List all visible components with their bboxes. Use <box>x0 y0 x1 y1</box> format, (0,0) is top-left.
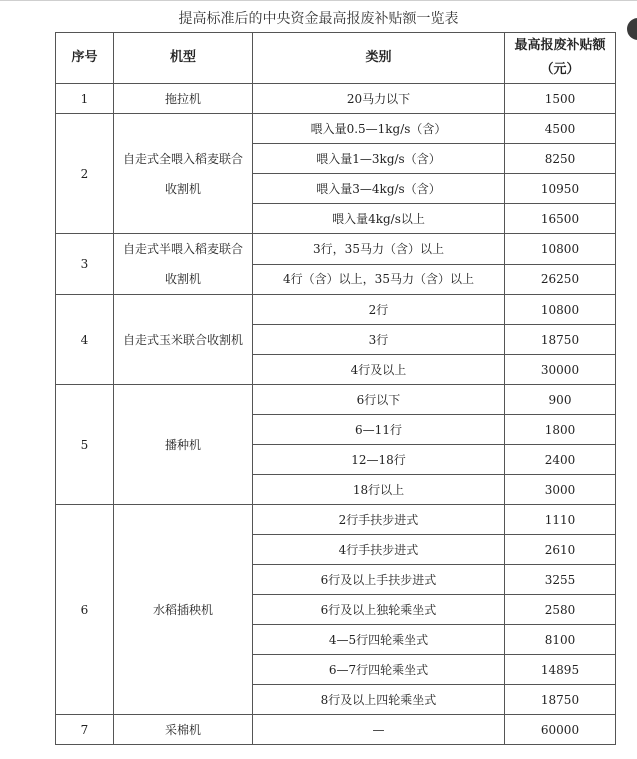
cell-category: 2行 <box>253 295 505 325</box>
cell-category: 4—5行四轮乘坐式 <box>253 625 505 655</box>
cell-category: 喂入量4kg/s以上 <box>253 204 505 234</box>
cell-model: 自走式半喂入稻麦联合收割机 <box>114 234 253 295</box>
table-body <box>56 84 616 745</box>
cell-category: 2行手扶步进式 <box>253 505 505 535</box>
cell-amount: 4500 <box>505 114 616 144</box>
cell-category: 12—18行 <box>253 445 505 475</box>
cell-category: 3行 <box>253 325 505 355</box>
table-row <box>56 234 616 265</box>
cell-category: 6—7行四轮乘坐式 <box>253 655 505 685</box>
cell-model: 播种机 <box>114 385 253 505</box>
cell-amount: 18750 <box>505 685 616 715</box>
cell-amount: 16500 <box>505 204 616 234</box>
cell-amount: 3255 <box>505 565 616 595</box>
cell-no: 3 <box>56 234 114 295</box>
cell-amount: 8100 <box>505 625 616 655</box>
cell-no: 2 <box>56 114 114 234</box>
cell-amount: 1800 <box>505 415 616 445</box>
cell-amount: 2610 <box>505 535 616 565</box>
cell-amount: 30000 <box>505 355 616 385</box>
cell-category: 喂入量1—3kg/s（含） <box>253 144 505 174</box>
cell-no: 6 <box>56 505 114 715</box>
cell-model: 水稻插秧机 <box>114 505 253 715</box>
cell-model: 自走式全喂入稻麦联合收割机 <box>114 114 253 234</box>
subsidy-table <box>55 32 616 745</box>
cell-amount: 60000 <box>505 715 616 745</box>
table-row <box>56 84 616 114</box>
cell-amount: 1500 <box>505 84 616 114</box>
table-row <box>56 385 616 415</box>
cell-amount: 8250 <box>505 144 616 174</box>
cell-category: 3行，35马力（含）以上 <box>253 234 505 265</box>
cell-category: 喂入量0.5—1kg/s（含） <box>253 114 505 144</box>
cell-model: 采棉机 <box>114 715 253 745</box>
cell-model: 自走式玉米联合收割机 <box>114 295 253 385</box>
cell-category: 4行（含）以上，35马力（含）以上 <box>253 264 505 295</box>
cell-no: 4 <box>56 295 114 385</box>
cell-category: 20马力以下 <box>253 84 505 114</box>
cell-category: — <box>253 715 505 745</box>
cell-amount: 14895 <box>505 655 616 685</box>
cell-amount: 10800 <box>505 234 616 265</box>
cell-category: 6—11行 <box>253 415 505 445</box>
table-row <box>56 295 616 325</box>
cell-amount: 10800 <box>505 295 616 325</box>
cell-amount: 900 <box>505 385 616 415</box>
cell-amount: 18750 <box>505 325 616 355</box>
cell-category: 6行及以上手扶步进式 <box>253 565 505 595</box>
cell-category: 4行及以上 <box>253 355 505 385</box>
cell-category: 6行及以上独轮乘坐式 <box>253 595 505 625</box>
table-header-row <box>56 33 616 84</box>
cell-category: 18行以上 <box>253 475 505 505</box>
header-category: 类别 <box>253 33 505 84</box>
cell-category: 6行以下 <box>253 385 505 415</box>
cell-amount: 10950 <box>505 174 616 204</box>
cell-amount: 1110 <box>505 505 616 535</box>
cell-no: 7 <box>56 715 114 745</box>
cell-amount: 3000 <box>505 475 616 505</box>
cell-category: 8行及以上四轮乘坐式 <box>253 685 505 715</box>
header-model: 机型 <box>114 33 253 84</box>
top-divider <box>0 0 637 1</box>
header-amount: 最高报废补贴额（元） <box>505 33 616 84</box>
cell-model: 拖拉机 <box>114 84 253 114</box>
table-row <box>56 505 616 535</box>
cell-no: 5 <box>56 385 114 505</box>
cell-amount: 2580 <box>505 595 616 625</box>
table-row <box>56 715 616 745</box>
cell-amount: 26250 <box>505 264 616 295</box>
cell-category: 喂入量3—4kg/s（含） <box>253 174 505 204</box>
header-no: 序号 <box>56 33 114 84</box>
cell-amount: 2400 <box>505 445 616 475</box>
cell-category: 4行手扶步进式 <box>253 535 505 565</box>
table-title: 提高标准后的中央资金最高报废补贴额一览表 <box>178 11 459 27</box>
table-row <box>56 114 616 144</box>
cell-no: 1 <box>56 84 114 114</box>
